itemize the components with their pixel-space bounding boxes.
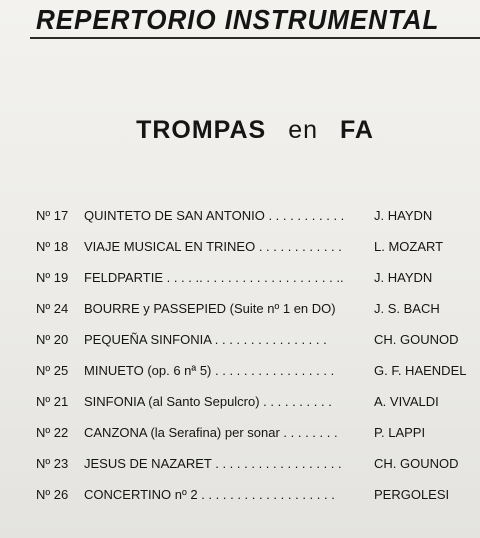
item-title: PEQUEÑA SINFONIA . . . . . . . . . . . . . . . . — [84, 332, 327, 347]
item-number: Nº 21 — [36, 394, 69, 409]
item-composer: L. MOZART — [374, 239, 444, 254]
item-composer: PERGOLESI — [374, 487, 450, 502]
item-composer: G. F. HAENDEL — [374, 363, 467, 378]
list-item — [0, 301, 480, 321]
subtitle-instrument: TROMPAS — [136, 116, 267, 144]
list-item — [0, 425, 480, 445]
item-title: CONCERTINO nº 2 . . . . . . . . . . . . . . . . . . . — [84, 487, 335, 502]
page-subtitle — [0, 116, 480, 145]
item-composer: A. VIVALDI — [374, 394, 439, 409]
item-number: Nº 24 — [36, 301, 69, 316]
item-number: Nº 19 — [36, 270, 69, 285]
subtitle-key: FA — [339, 116, 374, 144]
item-title: SINFONIA (al Santo Sepulcro) . . . . . . . . . . — [84, 394, 332, 409]
item-composer: J. HAYDN — [374, 208, 433, 223]
page-header-title: REPERTORIO INSTRUMENTAL — [36, 4, 440, 35]
item-number: Nº 17 — [36, 208, 69, 223]
item-title: CANZONA (la Serafina) per sonar . . . . . . . . — [84, 425, 338, 440]
item-title: JESUS DE NAZARET . . . . . . . . . . . . . . . . . . — [84, 456, 342, 471]
item-composer: J. S. BACH — [374, 301, 440, 316]
item-number: Nº 25 — [36, 363, 69, 378]
item-title: MINUETO (op. 6 nª 5) . . . . . . . . . . . . . . . . . — [84, 363, 335, 378]
header-underline — [30, 37, 480, 39]
item-number: Nº 22 — [36, 425, 69, 440]
item-composer: J. HAYDN — [374, 270, 433, 285]
list-item — [0, 487, 480, 507]
list-item — [0, 394, 480, 414]
list-item — [0, 239, 480, 259]
list-item — [0, 270, 480, 290]
item-composer: P. LAPPI — [374, 425, 426, 440]
list-item — [0, 456, 480, 476]
subtitle-preposition: en — [288, 116, 318, 144]
item-number: Nº 20 — [36, 332, 69, 347]
item-title: QUINTETO DE SAN ANTONIO . . . . . . . . . . . — [84, 208, 345, 223]
item-title: FELDPARTIE . . . . .. . . . . . . . . . . . . . . . . . . .. — [84, 270, 344, 285]
list-item — [0, 332, 480, 352]
item-title: BOURRE y PASSEPIED (Suite nº 1 en DO) — [84, 301, 336, 316]
item-composer: CH. GOUNOD — [374, 456, 459, 471]
item-number: Nº 23 — [36, 456, 69, 471]
item-number: Nº 26 — [36, 487, 69, 502]
item-number: Nº 18 — [36, 239, 69, 254]
list-item — [0, 208, 480, 228]
list-item — [0, 363, 480, 383]
item-composer: CH. GOUNOD — [374, 332, 459, 347]
item-title: VIAJE MUSICAL EN TRINEO . . . . . . . . . . . . — [84, 239, 342, 254]
